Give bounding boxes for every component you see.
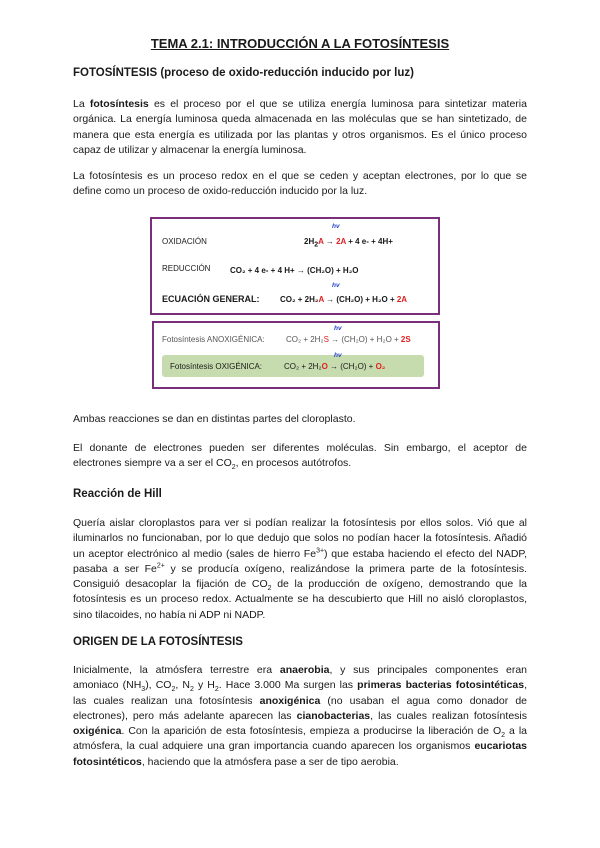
ecuacion-general <box>280 295 407 304</box>
text-run: , en procesos autótrofos. <box>235 457 352 470</box>
paragraph-hill <box>73 516 527 623</box>
bold-term: oxigénica <box>73 725 122 738</box>
text-run: de la producción de oxígeno, demostrando que la fotosíntesis es un proceso redox. Actualmente se ha descubierto que Hill no aisló cloroplastos, sino tilacoides, no había ni ADP ni NADP. <box>73 578 528 621</box>
text-run: , N <box>175 679 190 692</box>
text-run: El donante de electrones pueden ser diferentes moléculas. Sin embargo, el aceptor de electrones siempre va a ser el CO <box>73 442 527 470</box>
subscript: 2 <box>171 686 176 694</box>
anoxigenica-equation <box>286 335 411 344</box>
bold-term: eucariotas fotosintéticos <box>73 740 527 768</box>
text-run: Inicialmente, la atmósfera terrestre era <box>73 664 280 676</box>
text-run: ) que estaba haciendo el efecto del NADP, pasaba a ser Fe <box>73 547 528 575</box>
eq-part: + 4 e- + 4H+ <box>346 237 393 246</box>
eq-part-red: S <box>323 335 329 344</box>
anoxigenica-label: Fotosíntesis ANOXIGÉNICA: <box>162 335 265 344</box>
subscript: 2 <box>267 585 272 593</box>
eq-part-red: 2A <box>336 237 347 246</box>
eq-part-red: A <box>318 295 324 304</box>
text-run: Quería aislar cloroplastos para ver si podían realizar la fotosíntesis por ellos solos. Vió que al iluminarlos no funcionaban, por lo que dedujo que solos no podían hacer la fotosíntesis. Añadió un aceptor electrónico al medio (sales de hierro Fe <box>73 517 527 560</box>
paragraph-donante <box>73 441 527 472</box>
text-run: a la atmósfera, la cual adquiere una gran importancia cuando aparecen los organismos <box>73 725 527 753</box>
oxidacion-label: OXIDACIÓN <box>162 237 207 246</box>
eq-part: CO₂ + 2H₂ <box>284 362 322 371</box>
bold-term: cianobacterias <box>296 709 371 722</box>
text-run: , y sus principales componentes eran amoniaco (NH <box>73 664 527 692</box>
section-heading-fotosintesis: FOTOSÍNTESIS (proceso de oxido-reducción inducido por luz) <box>73 67 414 79</box>
equations-box-redox <box>150 217 440 315</box>
eq-sub: 2 <box>314 241 319 249</box>
text-run: ), CO <box>145 679 172 692</box>
bold-term: anaerobia <box>279 664 330 676</box>
eq-part: CO₂ + 2H₂ <box>286 335 324 344</box>
text-run: y se producía oxígeno, realizándose la primera parte de la fotosíntesis. Consiguió desacoplar la fijación de CO <box>73 562 527 591</box>
bold-term: primeras bacterias fotosintéticas <box>357 679 525 692</box>
equations-box-types <box>152 321 440 389</box>
eq-part-red: A <box>318 237 324 246</box>
subscript: 2 <box>231 464 236 472</box>
superscript: 3+ <box>316 547 325 555</box>
text-run: y H <box>193 679 215 692</box>
text-run: es el proceso por el que se utiliza energía luminosa para sintetizar materia orgánica. La energía luminosa queda almacenada en las moléculas que se han sintetizado, de manera que esta energía es utilizada por las plantas y otros organismos. Es el único proceso capaz de utilizar y almacenar la energía luminosa. <box>73 98 527 156</box>
eq-part-red: 2S <box>400 335 411 344</box>
reduccion-equation: CO₂ + 4 e- + 4 H+ → (CH₂O) + H₂O <box>230 266 359 275</box>
oxigenica-equation <box>284 362 385 371</box>
text-run: , las cuales realizan una fotosíntesis <box>73 679 527 707</box>
text-run: . Con la aparición de esta fotosíntesis, empieza a producirse la liberación de O <box>121 725 502 738</box>
paragraph-definition <box>73 97 527 158</box>
eq-part-red: O <box>321 362 328 371</box>
section-heading-hill: Reacción de Hill <box>73 488 162 500</box>
text-run: (no usaban el agua como donador de electrones), pero más adelante aparecen las <box>73 694 527 722</box>
hv-label: hv <box>334 352 342 359</box>
paragraph-origen <box>73 663 527 770</box>
text-run: . Hace 3.000 Ma surgen las <box>218 679 358 692</box>
subscript: 3 <box>141 686 146 694</box>
eq-part: → (CH₂O) + <box>327 362 376 371</box>
text-run: , haciendo que la atmósfera pase a ser de tipo aerobia. <box>141 755 399 768</box>
hv-label: hv <box>332 223 340 230</box>
superscript: 2+ <box>156 562 165 570</box>
eq-part: → (CH₂O) + H₂O + <box>328 335 401 344</box>
text-run: , las cuales realizan fotosíntesis <box>370 709 527 722</box>
subscript: 2 <box>214 686 219 694</box>
bold-term: anoxigénica <box>259 694 321 707</box>
ecuacion-general-label: ECUACIÓN GENERAL: <box>162 294 260 304</box>
subscript: 2 <box>501 732 506 740</box>
bold-term: fotosíntesis <box>89 98 149 110</box>
eq-part-red: O₂ <box>375 362 386 371</box>
reduccion-label: REDUCCIÓN <box>162 264 211 273</box>
eq-part: 2H <box>304 237 315 246</box>
page-title: TEMA 2.1: INTRODUCCIÓN A LA FOTOSÍNTESIS <box>150 36 450 51</box>
text-run: La <box>73 98 90 110</box>
subscript: 2 <box>189 686 194 694</box>
eq-part: → (CH₂O) + H₂O + <box>323 295 397 304</box>
paragraph-redox: La fotosíntesis es un proceso redox en el que se ceden y aceptan electrones, por lo que se define como un proceso de oxido-reducción inducido por la luz. <box>73 170 527 198</box>
hv-label: hv <box>334 325 342 332</box>
eq-part-red: 2A <box>396 295 408 304</box>
eq-part: CO₂ + 2H₂ <box>280 295 319 304</box>
eq-part: → <box>323 237 337 246</box>
oxigenica-label: Fotosíntesis OXIGÉNICA: <box>170 362 263 371</box>
section-heading-origen: ORIGEN DE LA FOTOSÍNTESIS <box>73 636 243 648</box>
hv-label: hv <box>332 282 340 289</box>
oxidacion-equation <box>304 237 393 249</box>
paragraph-cloroplasto: Ambas reacciones se dan en distintas partes del cloroplasto. <box>73 413 356 425</box>
